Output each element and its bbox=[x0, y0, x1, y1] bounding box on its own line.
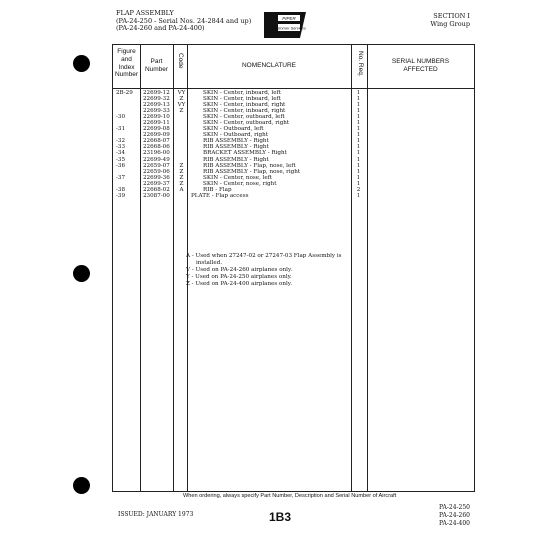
cell-code: Z bbox=[179, 162, 184, 169]
cell-part-number: 22699-36 bbox=[143, 174, 170, 181]
cell-part-number: 22668-07 bbox=[143, 138, 170, 145]
cell-qty: 1 bbox=[356, 192, 361, 199]
cell-nomenclature: RIB ASSEMBLY - Flap, nose, right bbox=[203, 168, 301, 175]
cell-part-number: 23196-00 bbox=[143, 150, 170, 157]
cell-figure: -34 bbox=[116, 150, 126, 157]
cell-code: VY bbox=[177, 90, 186, 96]
cell-part-number: 22699-09 bbox=[143, 132, 170, 139]
cell-part-number: 22699-11 bbox=[143, 120, 170, 127]
code-legend bbox=[186, 253, 342, 288]
cell-figure: -38 bbox=[116, 186, 126, 193]
ordering-note: When ordering, always specify Part Number, Description and Serial Number of Aircraft bbox=[183, 493, 397, 499]
cell-qty: 1 bbox=[356, 96, 361, 103]
cell-qty: 1 bbox=[356, 138, 361, 145]
cell-part-number: 22699-12 bbox=[143, 90, 170, 96]
cell-qty: 1 bbox=[356, 102, 361, 109]
cell-nomenclature: SKIN - Center, outboard, left bbox=[203, 114, 285, 121]
note-a: A - Used when 27247-02 or 27247-03 Flap Assembly is bbox=[186, 253, 342, 259]
col-header-figure bbox=[113, 48, 140, 79]
cell-code: Z bbox=[179, 180, 184, 187]
piper-logo bbox=[264, 12, 306, 38]
model-item: PA-24-250 bbox=[439, 504, 470, 511]
col-header-figure-line: Number bbox=[114, 71, 139, 79]
note-v: V - Used on PA-24-260 airplanes only. bbox=[186, 267, 293, 273]
cell-part-number: 22699-10 bbox=[143, 114, 170, 121]
col-header-figure-line: Index bbox=[118, 63, 135, 71]
cell-nomenclature: SKIN - Center, inboard, left bbox=[203, 90, 281, 96]
model-item: PA-24-400 bbox=[439, 520, 470, 527]
note-z: Z - Used on PA-24-400 airplanes only. bbox=[186, 281, 292, 287]
note-a-cont: installed. bbox=[196, 260, 223, 266]
cell-nomenclature: SKIN - Center, nose, left bbox=[203, 174, 273, 181]
cell-nomenclature: SKIN - Center, inboard, right bbox=[203, 102, 286, 109]
col-header-figure-line: and bbox=[121, 55, 132, 63]
cell-part-number: 22699-32 bbox=[143, 96, 170, 103]
cell-part-number: 22668-02 bbox=[143, 186, 170, 193]
cell-figure: -31 bbox=[116, 126, 126, 133]
page-number: 1B3 bbox=[269, 510, 292, 524]
cell-code: Z bbox=[179, 168, 184, 175]
header-divider bbox=[113, 88, 474, 89]
piper-logo-graphic bbox=[264, 12, 306, 38]
cell-nomenclature: RIB ASSEMBLY - Right bbox=[203, 138, 269, 145]
cell-figure: -35 bbox=[116, 156, 126, 163]
binder-hole-top bbox=[73, 55, 90, 72]
col-header-code: Code bbox=[177, 53, 184, 69]
cell-qty: 2 bbox=[356, 186, 361, 193]
cell-nomenclature: SKIN - Outboard, left bbox=[203, 126, 264, 133]
cell-qty: 1 bbox=[356, 120, 361, 127]
cell-code: Z bbox=[179, 174, 184, 181]
cell-part-number: 22699-33 bbox=[143, 108, 170, 115]
section-label: SECTION I bbox=[433, 12, 470, 20]
cell-part-number: 22659-06 bbox=[143, 168, 170, 175]
header-subtitle-2: (PA-24-260 and PA-24-400) bbox=[116, 24, 205, 33]
cell-part-number: 22699-37 bbox=[143, 180, 170, 187]
col-header-qty: No. Req. bbox=[357, 51, 364, 77]
table-body bbox=[113, 90, 474, 199]
cell-part-number: 22699-08 bbox=[143, 126, 170, 133]
cell-qty: 1 bbox=[356, 174, 361, 181]
col-header-figure-line: Figure bbox=[117, 48, 136, 55]
issued-date: ISSUED: JANUARY 1973 bbox=[118, 511, 194, 518]
cell-nomenclature: SKIN - Outboard, right bbox=[203, 132, 268, 139]
group-label: Wing Group bbox=[430, 20, 470, 28]
cell-figure: -30 bbox=[116, 114, 126, 121]
page-header-right bbox=[430, 12, 470, 28]
table-row bbox=[113, 193, 474, 199]
cell-nomenclature: RIB - Flap bbox=[203, 186, 232, 193]
cell-nomenclature: BRACKET ASSEMBLY - Right bbox=[203, 150, 287, 157]
cell-code: A bbox=[179, 186, 184, 193]
cell-code: VY bbox=[177, 102, 186, 109]
binder-hole-bottom bbox=[73, 477, 90, 494]
cell-part-number: 22699-49 bbox=[143, 156, 170, 163]
page-title: FLAP ASSEMBLY bbox=[116, 9, 174, 17]
cell-code: Z bbox=[179, 108, 184, 115]
logo-text-bottom: Customer Services bbox=[272, 25, 306, 31]
cell-qty: 1 bbox=[356, 180, 361, 187]
cell-figure: 2B-29 bbox=[116, 90, 133, 96]
cell-nomenclature: RIB ASSEMBLY - Flap, nose, left bbox=[203, 162, 296, 169]
note-y: Y - Used on PA-24-250 airplanes only. bbox=[186, 274, 292, 280]
cell-nomenclature: SKIN - Center, inboard, right bbox=[203, 108, 286, 115]
col-header-serial bbox=[367, 58, 474, 74]
cell-nomenclature: PLATE - Flap access bbox=[191, 192, 249, 199]
cell-qty: 1 bbox=[356, 108, 361, 115]
cell-qty: 1 bbox=[356, 114, 361, 121]
cell-qty: 1 bbox=[356, 132, 361, 139]
cell-qty: 1 bbox=[356, 150, 361, 157]
col-header-serial-line: AFFECTED bbox=[403, 65, 438, 73]
cell-figure: -33 bbox=[116, 144, 126, 151]
cell-qty: 1 bbox=[356, 156, 361, 163]
col-header-nomenclature: NOMENCLATURE bbox=[241, 62, 297, 69]
cell-qty: 1 bbox=[356, 126, 361, 133]
cell-figure: -39 bbox=[116, 192, 126, 199]
cell-nomenclature: SKIN - Center, nose, right bbox=[203, 180, 277, 187]
cell-qty: 1 bbox=[356, 168, 361, 175]
cell-qty: 1 bbox=[356, 90, 361, 96]
cell-qty: 1 bbox=[356, 144, 361, 151]
col-header-part-line: Number bbox=[144, 65, 169, 73]
col-header-part-line: Part bbox=[150, 58, 163, 65]
cell-part-number: 22699-13 bbox=[143, 102, 170, 109]
cell-code: Z bbox=[179, 96, 184, 103]
col-header-serial-line: SERIAL NUMBERS bbox=[391, 58, 450, 65]
cell-part-number: 23087-00 bbox=[143, 192, 170, 199]
cell-qty: 1 bbox=[356, 162, 361, 169]
cell-figure: -36 bbox=[116, 162, 126, 169]
col-header-part bbox=[140, 58, 173, 74]
header-subtitle-1: (PA-24-250 - Serial Nos. 24-2844 and up) bbox=[116, 16, 252, 25]
cell-nomenclature: RIB ASSEMBLY - Right bbox=[203, 156, 269, 163]
cell-nomenclature: SKIN - Center, outboard, right bbox=[203, 120, 290, 127]
logo-text-top: PIPER bbox=[282, 16, 296, 21]
cell-nomenclature: RIB ASSEMBLY - Right bbox=[203, 144, 269, 151]
cell-part-number: 22659-07 bbox=[143, 162, 170, 169]
page-header-left bbox=[116, 10, 251, 33]
cell-part-number: 22668-06 bbox=[143, 144, 170, 151]
binder-hole-middle bbox=[73, 265, 90, 282]
model-item: PA-24-260 bbox=[439, 512, 470, 519]
cell-figure: -32 bbox=[116, 138, 126, 145]
cell-nomenclature: SKIN - Center, inboard, left bbox=[203, 96, 281, 103]
cell-figure: -37 bbox=[116, 174, 126, 181]
model-list bbox=[439, 504, 470, 528]
